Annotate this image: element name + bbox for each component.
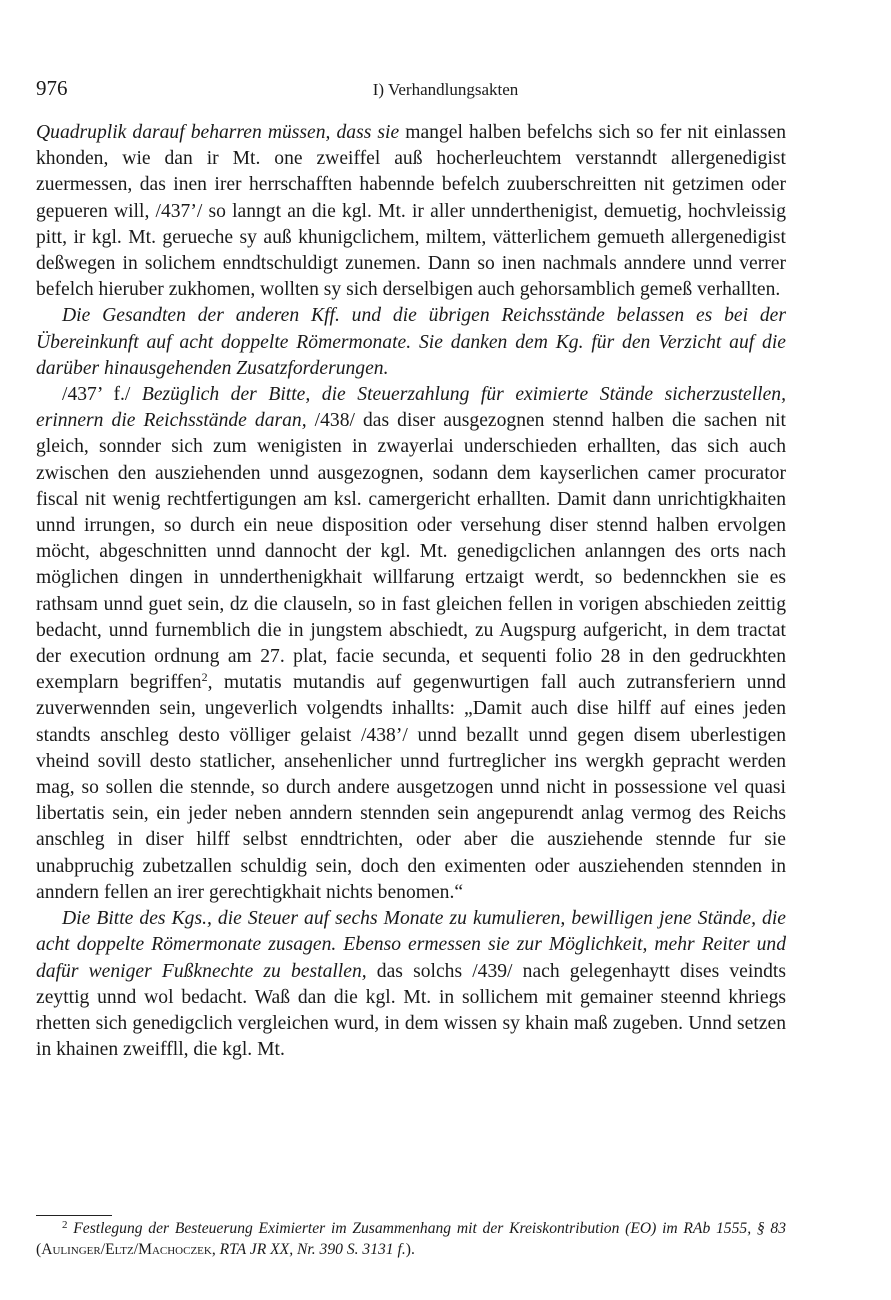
footnote-text-3: , (211, 1241, 220, 1258)
paragraph (36, 906, 786, 1063)
footnote-text-2: ( (36, 1241, 42, 1258)
footnote-text-5: ). (405, 1241, 415, 1258)
footnote-text-4: RTA JR XX, Nr. 390 S. 3131 f. (219, 1241, 406, 1258)
footnote-mark: 2 (62, 1219, 68, 1231)
footnote-text-1: Festlegung der Besteuerung Eximierter im Zusammenhang mit der Kreiskontribution (EO) im RAb 1555, § 83 (73, 1220, 786, 1237)
paragraph (36, 303, 786, 382)
footnote-rule (36, 1215, 112, 1216)
source-text: mangel halben befelchs sich so fer nit einlassen khonden, wie dan ir Mt. one zweiffel auß hocherleuchtem verstanndt allergenedigist zuermessen, das inen irer herrschafften habennde befelch zuuberschreitten nit getzimen oder gepueren will, /437’/ so lanngt an die kgl. Mt. ir aller unnderthenigist, demuetig, hochvleissig pitt, ir kgl. Mt. gerueche sy auß khunigclichem, miltem, vätterlichem gemueth allergenedigist deßwegen in solichem enndtschuldigt zunemen. Dann so inen nachmals anndere unnd verrer befelch hieruber zukhomen, wollten sy sich derselbigen auch gehorsamblich gemeß verhallten. (36, 122, 786, 301)
editorial-summary: Die Bitte des Kgs., die Steuer auf sechs Monate zu kumulieren, bewilligen jene Stände, die acht doppelte Römermonate zusagen. Ebenso ermessen sie zur Möglichkeit, mehr Reiter und dafür weniger Fußknechte zu bestallen, (36, 908, 786, 982)
footnote (36, 1218, 786, 1260)
paragraph (36, 120, 786, 303)
source-text: /437’ f./ (62, 384, 142, 406)
paragraph (36, 382, 786, 906)
editorial-summary: Bezüglich der Bitte, die Steuerzahlung für eximierte Stände sicherzustellen, erinnern die Reichsstände daran, (36, 384, 787, 432)
running-title: I) Verhandlungsakten (372, 80, 519, 99)
source-text: , mutatis mutandis auf gegenwurtigen fall auch zutransferiern unnd zuverwennden sein, ungeverlich volgendts inhallts: „Damit auch dise hilff auf eines jeden standts anschleg desto völliger gelaist /438’/ unnd bezallt unnd gegen disem uberlestigen vheind sovill desto statlicher, ansehenlicher unnd furtreglicher ins wergkh gepracht werden mag, so sollen die stennde, so durch andere ausgetzogen unnd nicht in possessione vel quasi libertatis sein, ein jeder neben anndern stennden sein angepurendt anlag vermog des Reichs anschleg in diser hilff selbst enndtrichten, oder aber die ausziehende stennde fur sie unabpruchig zubetzallen schuldig sein, doch den eximenten oder ausziehenden stennden in anndern fellen an irer gerechtigkhait nichts benomen.“ (36, 672, 786, 903)
page-number: 976 (36, 76, 68, 100)
footnote-reference: 2 (201, 670, 208, 685)
main-text (36, 120, 786, 1063)
source-text: /438/ das diser ausgezognen stennd halben die sachen nit gleich, sonnder sich zum wenigisten in zwayerlai underschieden erhallten, das sich auch zwischen den ausziehenden unnd ausgezognen, sodann dem kayserlichen camer procurator fiscal nit wenig rechtfertigungen am ksl. camergericht erhallten. Damit dann unrichtigkhaiten unnd irrungen, so durch ein neue disposition oder versehung diser stennd halben ervolgen möcht, abgeschnitten unnd dannocht der kgl. Mt. genedigclichen anlanngen des orts nach möglichen dingen in unnderthenigkhait willfarung ertzaigt werdt, so bedennckhen sie es rathsam unnd guet sein, dz die clauseln, so in fast gleichen fellen in vorigen abschieden zeittig bedacht, unnd furnemblich die in jungstem abschiedt, zu Augspurg aufgericht, in dem tractat der execution ordnung am 27. plat, facie secunda, et sequenti folio 28 in den gedruckhten exemplarn begriffen (36, 410, 786, 694)
editorial-summary: Die Gesandten der anderen Kff. und die übrigen Reichsstände belassen es bei der Übereinkunft auf acht doppelte Römermonate. Sie danken dem Kg. für den Verzicht auf die darüber hinausgehenden Zusatzforderungen. (36, 305, 786, 379)
editorial-summary: Quadruplik darauf beharren müssen, dass sie (36, 122, 400, 143)
source-text: das solchs /439/ nach gelegenhaytt dises veindts zeyttig unnd wol bedacht. Waß dan die kgl. Mt. in sollichem mit gemainer steennd khriegs rhetten sich genedigclich vergleichen wurd, in dem wissen sy khain maß zugeben. Unnd setzen in khainen zweiffll, die kgl. Mt. (36, 960, 786, 1061)
footnote-authors: Aulinger/Eltz/Machoczek (41, 1241, 212, 1258)
